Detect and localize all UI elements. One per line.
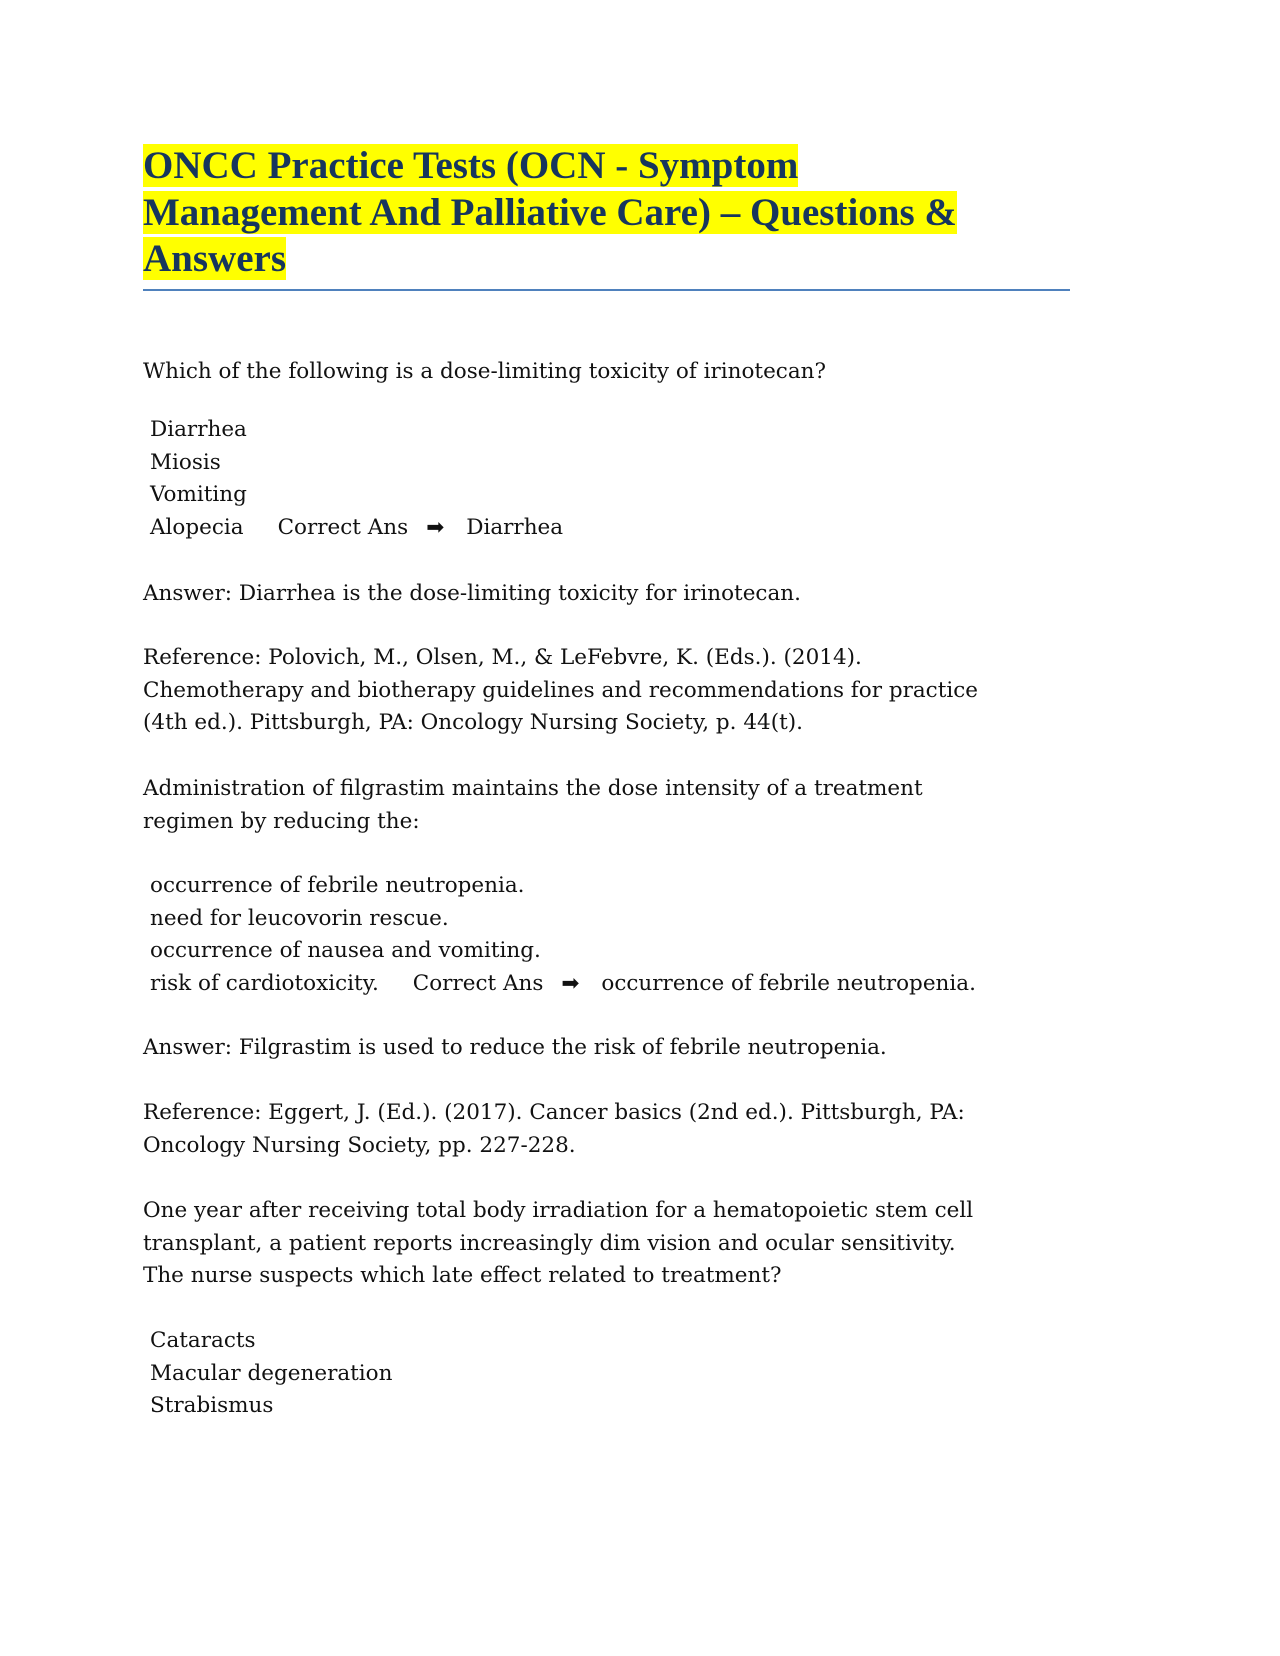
option: Miosis xyxy=(150,449,221,475)
reference-line: (4th ed.). Pittsburgh, PA: Oncology Nursing Society, p. 44(t). xyxy=(143,710,803,735)
option: Strabismus xyxy=(150,1393,274,1418)
title-line: Answers xyxy=(143,237,286,280)
question-2-reference xyxy=(143,1097,965,1162)
question-1-options xyxy=(143,414,563,544)
reference-line: Chemotherapy and biotherapy guidelines and recommendations for practice xyxy=(143,677,979,703)
question-line: Which of the following is a dose-limiting toxicity of irinotecan? xyxy=(143,359,827,384)
option: occurrence of febrile neutropenia. xyxy=(150,873,525,898)
question-3-options xyxy=(143,1325,392,1423)
correct-answer: occurrence of febrile neutropenia. xyxy=(601,970,976,996)
question-line: regimen by reducing the: xyxy=(143,808,420,834)
option: need for leucovorin rescue. xyxy=(150,905,449,931)
title-divider xyxy=(143,289,1070,291)
question-2-answer: Answer: Filgrastim is used to reduce the risk of febrile neutropenia. xyxy=(143,1035,887,1060)
title-line: Management And Palliative Care) – Questions & xyxy=(143,190,957,234)
question-1-answer: Answer: Diarrhea is the dose-limiting toxicity for irinotecan. xyxy=(143,581,801,606)
document-title xyxy=(143,143,957,283)
question-line: Administration of filgrastim maintains the dose intensity of a treatment xyxy=(143,776,923,801)
title-line: ONCC Practice Tests (OCN - Symptom xyxy=(143,144,799,187)
question-3-text xyxy=(143,1195,973,1293)
correct-label: Correct Ans xyxy=(277,514,409,540)
question-2-text xyxy=(143,773,923,838)
question-line: One year after receiving total body irradiation for a hematopoietic stem cell xyxy=(143,1198,974,1223)
reference-line: Reference: Polovich, M., Olsen, M., & LeFebvre, K. (Eds.). (2014). xyxy=(143,645,862,670)
option-with-answer xyxy=(143,512,563,545)
option: Vomiting xyxy=(150,482,247,507)
option: Macular degeneration xyxy=(150,1360,393,1386)
option-with-answer xyxy=(143,968,976,1001)
reference-line: Reference: Eggert, J. (Ed.). (2017). Cancer basics (2nd ed.). Pittsburgh, PA: xyxy=(143,1100,965,1125)
question-line: transplant, a patient reports increasingly dim vision and ocular sensitivity. xyxy=(143,1230,956,1256)
arrow-right-icon: ➡ xyxy=(426,514,445,540)
question-line: The nurse suspects which late effect related to treatment? xyxy=(143,1263,782,1288)
option: Cataracts xyxy=(150,1328,256,1353)
arrow-right-icon: ➡ xyxy=(561,970,580,996)
question-2-options xyxy=(143,870,976,1000)
option: Alopecia xyxy=(150,514,244,540)
correct-answer: Diarrhea xyxy=(466,514,564,540)
question-1-reference xyxy=(143,642,978,740)
question-1-text xyxy=(143,356,826,389)
option: Diarrhea xyxy=(150,417,247,442)
correct-label: Correct Ans xyxy=(412,970,544,996)
option: occurrence of nausea and vomiting. xyxy=(150,938,541,963)
reference-line: Oncology Nursing Society, pp. 227-228. xyxy=(143,1132,576,1158)
option: risk of cardiotoxicity. xyxy=(150,970,379,996)
